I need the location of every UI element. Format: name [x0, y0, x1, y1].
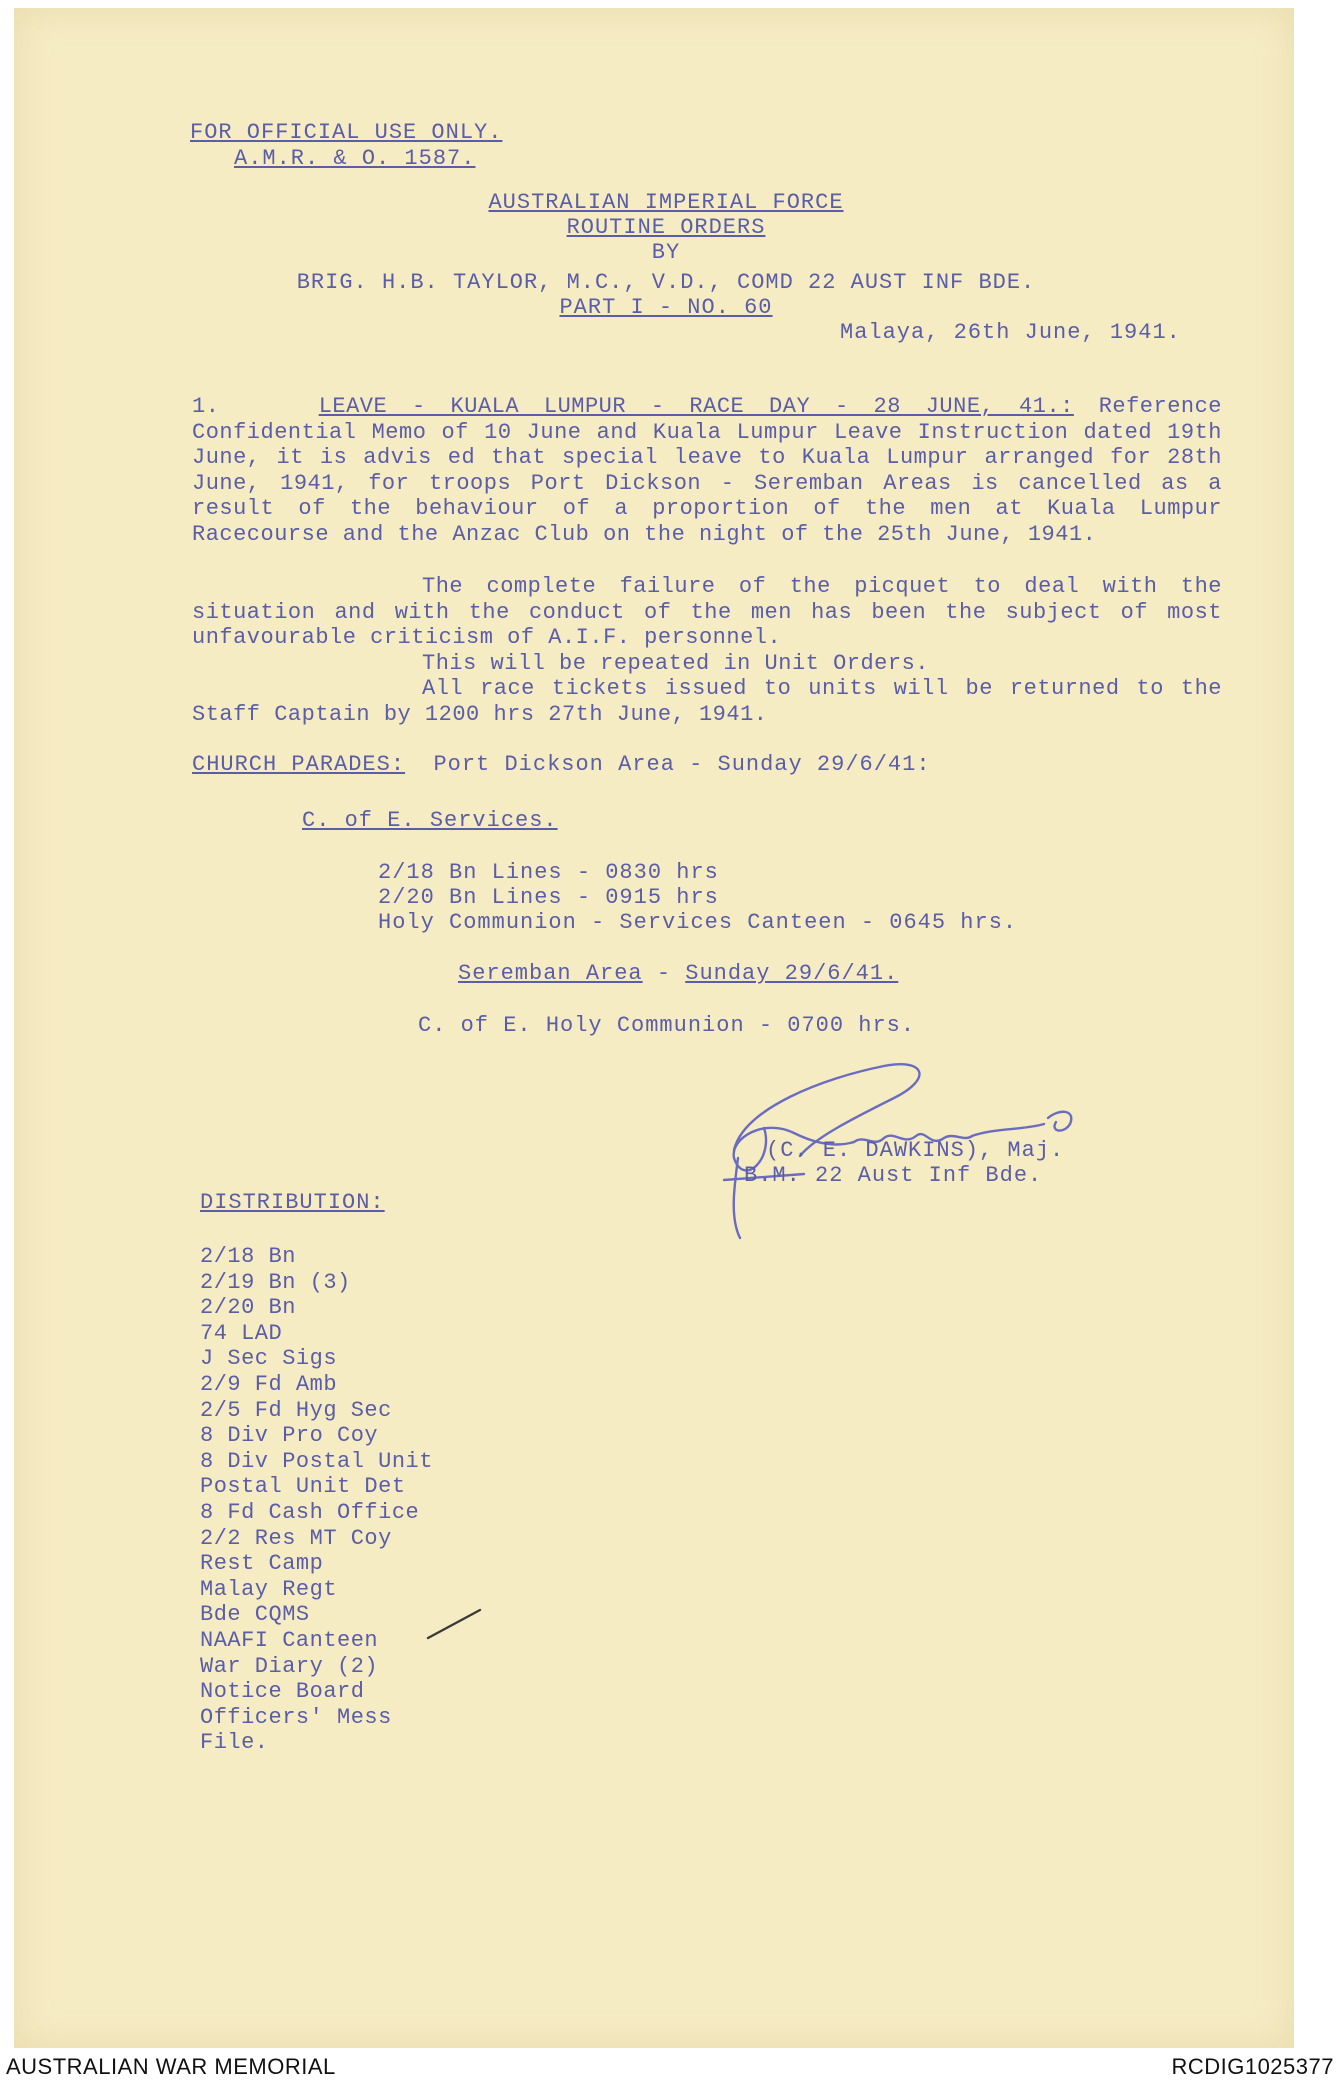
distribution-heading: DISTRIBUTION:: [200, 1190, 385, 1215]
services-heading: C. of E. Services.: [302, 808, 558, 833]
title-line-3: BY: [651, 240, 681, 265]
footer-archive-name: AUSTRALIAN WAR MEMORIAL: [6, 2054, 336, 2079]
list-item: 8 Div Pro Coy: [200, 1423, 379, 1449]
church-heading: CHURCH PARADES:: [192, 752, 406, 777]
list-item: War Diary (2): [200, 1653, 379, 1679]
church-parades-line: [192, 752, 931, 777]
title-line-1: AUSTRALIAN IMPERIAL FORCE: [488, 190, 844, 215]
service-line: Holy Communion - Services Canteen - 0645 hrs.: [378, 910, 1018, 935]
signatory-name: (C. E. DAWKINS), Maj.: [766, 1138, 1065, 1163]
list-item: Bde CQMS: [200, 1602, 310, 1628]
church-area-1: Port Dickson Area - Sunday 29/6/41:: [433, 752, 931, 777]
list-item: 2/19 Bn (3): [200, 1269, 351, 1295]
list-item: 2/2 Res MT Coy: [200, 1525, 392, 1551]
list-item: Officers' Mess: [200, 1704, 392, 1730]
item-body: Reference Confidential Memo of 10 June and Kuala Lumpur Leave Instruction dated 19th June, it is advis ed that special leave to Kuala Lumpur arranged for 28th June, 1941, for troops Port Dickson - Seremban Areas is cancelled as a result of the behaviour of a proportion of the men at Kuala Lumpur Racecourse and the Anzac Club on the night of the 25th June, 1941.: [192, 394, 1236, 547]
distribution-list: [200, 1244, 433, 1756]
list-item: NAAFI Canteen: [200, 1627, 379, 1653]
title-line-4: BRIG. H.B. TAYLOR, M.C., V.D., COMD 22 AUST INF BDE.: [296, 270, 1036, 295]
list-item: Malay Regt: [200, 1576, 338, 1602]
item-1-paragraph-2: The complete failure of the picquet to deal with the situation and with the conduct of the men has been the subject of most unfavourable criticism of A.I.F. personnel.: [192, 574, 1236, 650]
signatory-title: B.M. 22 Aust Inf Bde.: [744, 1163, 1043, 1188]
list-item: J Sec Sigs: [200, 1346, 338, 1372]
title-line-2: ROUTINE ORDERS: [566, 215, 766, 240]
item-1-paragraph: [192, 394, 1236, 547]
item-number: 1.: [192, 394, 220, 419]
area-2-name: Seremban Area: [458, 961, 643, 986]
list-item: 8 Fd Cash Office: [200, 1499, 420, 1525]
list-item: 2/9 Fd Amb: [200, 1371, 338, 1397]
item-1-paragraph-3: This will be repeated in Unit Orders.: [422, 651, 929, 676]
list-item: 2/18 Bn: [200, 1244, 296, 1269]
title-line-5: PART I - NO. 60: [559, 295, 773, 320]
church-area-2: Seremban Area - Sunday 29/6/41.: [458, 961, 899, 986]
classification-line: FOR OFFICIAL USE ONLY.: [190, 120, 503, 145]
item-heading: LEAVE - KUALA LUMPUR - RACE DAY - 28 JUNE, 41.:: [318, 394, 1074, 419]
reference-line: A.M.R. & O. 1587.: [234, 146, 476, 171]
service-line: 2/20 Bn Lines - 0915 hrs: [378, 885, 719, 910]
document-page: [14, 8, 1294, 2048]
list-item: Notice Board: [200, 1679, 365, 1705]
list-item: 2/5 Fd Hyg Sec: [200, 1397, 392, 1423]
list-item: File.: [200, 1730, 269, 1756]
list-item: Rest Camp: [200, 1551, 324, 1577]
dateline: Malaya, 26th June, 1941.: [840, 320, 1181, 345]
list-item: 8 Div Postal Unit: [200, 1448, 433, 1474]
list-item: 74 LAD: [200, 1320, 283, 1346]
area-2-day: Sunday 29/6/41.: [685, 961, 899, 986]
item-1-paragraph-4: All race tickets issued to units will be returned to the Staff Captain by 1200 hrs 27th June, 1941.: [192, 676, 1236, 727]
pen-tick-mark: [424, 1606, 484, 1642]
list-item: Postal Unit Det: [200, 1474, 406, 1500]
list-item: 2/20 Bn: [200, 1295, 296, 1321]
area-2-service: C. of E. Holy Communion - 0700 hrs.: [418, 1013, 916, 1038]
footer-document-id: RCDIG1025377: [1171, 2054, 1334, 2079]
service-line: 2/18 Bn Lines - 0830 hrs: [378, 860, 719, 885]
